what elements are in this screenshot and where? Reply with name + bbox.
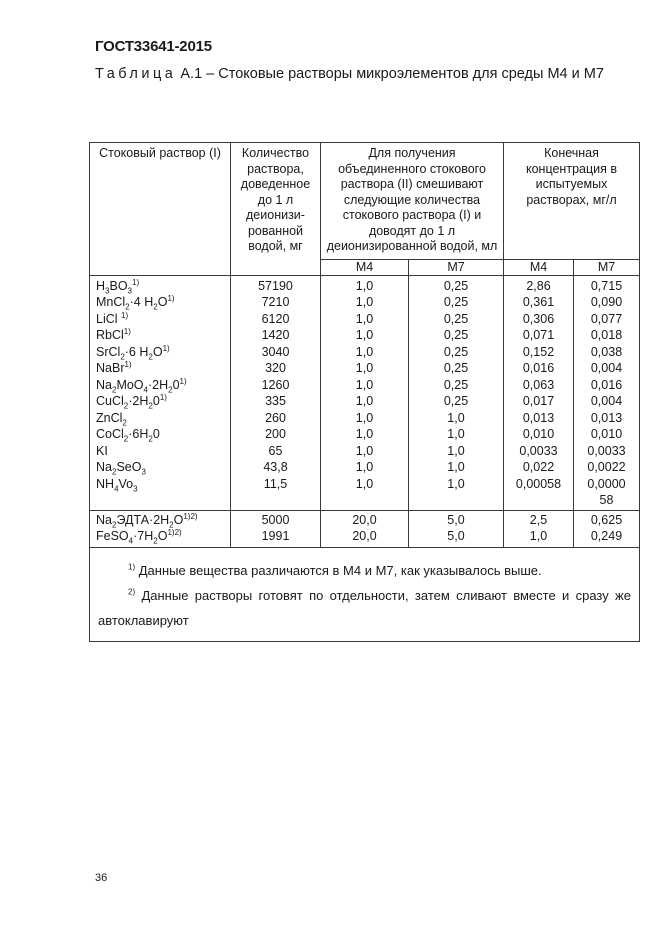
substance-name: MnCl$_2$·4 $H_2O^{1)}$ — [96, 293, 175, 312]
table-cell: 0,25 — [443, 278, 469, 293]
caption-label: Таблица — [95, 66, 177, 82]
table-cell: 7210 — [261, 295, 290, 309]
m7-conc-column — [574, 275, 640, 510]
substance-name: $CoCl_2\cdot 6H_20$ — [96, 427, 160, 444]
table-cell: 1,0 — [447, 476, 465, 491]
footnote-1-text: Данные вещества различаются в М4 и М7, как указывалось выше. — [135, 562, 542, 578]
table-cell: 0,625 — [590, 512, 623, 527]
table-cell: 1,0 — [355, 394, 374, 408]
table-cell: 1,0 — [355, 311, 374, 326]
amount-column-2 — [231, 510, 321, 547]
table-cell: 20,0 — [352, 512, 377, 527]
table-cell: 0,361 — [522, 295, 555, 309]
subheader-m4-ml: М4 — [321, 259, 409, 275]
document-code: ГОСТ33641-2015 — [95, 38, 212, 55]
table-cell: 1,0 — [355, 443, 374, 458]
m4-ml-column — [321, 275, 409, 510]
substance-name: $Na_2MoO_4\cdot 2H_20^{1)}$ — [96, 376, 187, 394]
table-cell: 0,0022 — [587, 460, 626, 474]
substance-names-column-2 — [90, 510, 231, 547]
table-cell: 1,0 — [355, 278, 374, 293]
table-cell: 3040 — [261, 344, 290, 359]
footnote-2-text: Данные растворы готовят по отдельности, затем сливают вместе и сразу же автоклавируют — [98, 587, 631, 628]
table-cell: 0,25 — [443, 311, 469, 326]
table-cell: 320 — [265, 361, 286, 375]
header-row — [90, 143, 640, 260]
m7-ml-column — [409, 275, 504, 510]
table-body-block-1 — [90, 275, 640, 510]
table-cell: 0,016 — [522, 361, 555, 375]
substance-name: SrCl$_2$·6 $H_2O^{1)}$ — [96, 343, 170, 361]
col-header-final-conc: Конечная концентрация в испытуемых растворах, мг/л — [504, 143, 640, 260]
substance-name: $CuCl_2\cdot 2H_20^{1)}$ — [96, 392, 167, 411]
table-cell: 0,0000 — [587, 476, 626, 491]
table-cell: 1,0 — [447, 427, 465, 441]
table-caption — [95, 62, 625, 86]
substance-name: $Na_2ЭДТА\cdot 2H_2O^{1)2)}$ — [96, 511, 198, 529]
table-cell: 0,022 — [522, 460, 555, 474]
table-cell: 0,715 — [590, 278, 623, 293]
table-cell: 0,00058 — [515, 476, 562, 491]
table-cell: 0,010 — [590, 427, 623, 441]
table-cell: 0,0033 — [587, 443, 626, 458]
table-cell: 1,0 — [355, 460, 374, 474]
table-body-block-2 — [90, 510, 640, 547]
table-cell: 43,8 — [263, 460, 288, 474]
substance-name: $Na_2SeO_3$ — [96, 460, 146, 477]
stock-solutions-table — [89, 142, 640, 642]
table-cell: 200 — [265, 427, 286, 441]
table-cell: 2,86 — [526, 278, 551, 293]
table-cell: 1260 — [261, 377, 290, 392]
m4-conc-column-2 — [504, 510, 574, 547]
m7-conc-column-2 — [574, 510, 640, 547]
table-cell: 1,0 — [355, 361, 374, 375]
table-cell: 2,5 — [529, 512, 548, 527]
substance-name: $H_3BO_3^{1)}$ — [96, 277, 140, 295]
table-cell: 0,090 — [590, 295, 623, 309]
table-cell: 0,25 — [443, 394, 469, 408]
table-cell: 0,018 — [590, 328, 623, 342]
table-cell: 1,0 — [447, 410, 465, 425]
table-cell: 0,016 — [590, 377, 623, 392]
amount-column — [231, 275, 321, 510]
table-cell: 0,063 — [522, 377, 555, 392]
table-cell: 335 — [265, 394, 286, 408]
col-header-amount: Количество раствора, доведенное до 1 л деионизи-рованной водой, мг — [231, 143, 321, 276]
m4-conc-column — [504, 275, 574, 510]
table-cell: 1,0 — [447, 460, 465, 474]
subheader-m7-ml: М7 — [409, 259, 504, 275]
table-cell: 0,25 — [443, 377, 469, 392]
table-cell: 11,5 — [263, 476, 288, 491]
footnote-2-mark: 2) — [128, 587, 136, 597]
table-cell: 0,071 — [522, 328, 555, 342]
table-cell: 0,249 — [590, 529, 623, 543]
table-cell: 0,25 — [443, 328, 469, 342]
table-cell: 1420 — [261, 328, 290, 342]
caption-text: А.1 – Стоковые растворы микроэлементов для среды М4 и М7 — [176, 66, 604, 82]
table-cell: 20,0 — [352, 529, 377, 543]
table-cell: 0,152 — [522, 344, 555, 359]
table-cell: 1991 — [261, 529, 290, 543]
table-cell: 58 — [599, 493, 614, 507]
subheader-m7-conc: М7 — [574, 259, 640, 275]
table-cell: 0,013 — [522, 410, 555, 425]
table-cell: 0,25 — [443, 361, 469, 375]
table-cell: 0,0033 — [519, 443, 558, 458]
table-cell: 65 — [268, 443, 283, 458]
footnote-2 — [98, 583, 631, 633]
table-cell: 1,0 — [355, 344, 374, 359]
substance-name: LiCl $^{1)}$ — [96, 310, 129, 326]
table-cell: 5,0 — [447, 512, 465, 527]
m4-ml-column-2 — [321, 510, 409, 547]
table-cell: 1,0 — [447, 443, 465, 458]
table-cell: 1,0 — [355, 410, 374, 425]
table-notes — [90, 547, 640, 641]
table-cell: 1,0 — [355, 377, 374, 392]
table-cell: 6120 — [261, 311, 290, 326]
table-cell: 0,004 — [590, 361, 623, 375]
substance-name: $FeSO_4\cdot 7H_2O^{1)2)}$ — [96, 527, 182, 546]
substance-name: RbCl$^{1)}$ — [96, 326, 131, 342]
substance-name: $NH_4Vo_3$ — [96, 476, 138, 493]
col-header-stock-solution: Стоковый раствор (I) — [90, 143, 231, 276]
table-cell: 1,0 — [529, 529, 548, 543]
table-cell: 0,077 — [590, 311, 623, 326]
footnote-1 — [98, 558, 631, 583]
footnote-1-mark: 1) — [128, 562, 136, 572]
col-header-combined: Для получения объединенного стокового раствора (II) смешивают следующие количества стокового раствора (I) и доводят до 1 л деионизированной водой, мл — [321, 143, 504, 260]
table-cell: 1,0 — [355, 328, 374, 342]
subheader-m4-conc: М4 — [504, 259, 574, 275]
table-cell: 0,25 — [443, 344, 469, 359]
table-cell: 0,004 — [590, 394, 623, 408]
table-cell: 1,0 — [355, 295, 374, 309]
substance-name: KI — [96, 443, 108, 458]
table-cell: 0,013 — [590, 410, 623, 425]
table-cell: 0,306 — [522, 311, 555, 326]
table-cell: 57190 — [258, 278, 293, 293]
table-cell: 1,0 — [355, 427, 374, 441]
substance-name: ZnCl$_2$ — [96, 410, 127, 427]
notes-row — [90, 547, 640, 641]
table-cell: 5,0 — [447, 529, 465, 543]
table-cell: 5000 — [261, 512, 290, 527]
substance-names-column — [90, 275, 231, 510]
table-cell: 0,010 — [522, 427, 555, 441]
m7-ml-column-2 — [409, 510, 504, 547]
table-cell: 0,25 — [443, 295, 469, 309]
table-cell: 1,0 — [355, 476, 374, 491]
substance-name: NaBr$^{1)}$ — [96, 359, 132, 375]
table-cell: 0,038 — [590, 344, 623, 359]
table-cell: 260 — [265, 410, 286, 425]
table-cell: 0,017 — [522, 394, 555, 408]
page-number: 36 — [95, 872, 108, 884]
